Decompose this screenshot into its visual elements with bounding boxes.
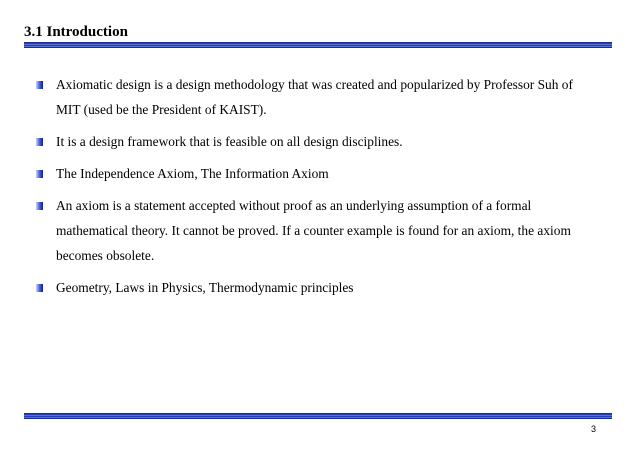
bullet-item [36,72,596,122]
bullet-marker-icon [36,284,43,292]
bullet-text: An axiom is a statement accepted without proof as an underlying assumption of a formal mathematical theory. It cannot be proved. If a counter example is found for an axiom, the axiom becomes obsolete. [56,198,571,263]
bullet-item [36,275,596,300]
bullet-marker-icon [36,81,43,89]
page-number: 3 [590,424,596,434]
bullet-marker-icon [36,138,43,146]
bullet-text: The Independence Axiom, The Information Axiom [56,166,329,181]
footer-divider [24,413,612,419]
bullet-text: Axiomatic design is a design methodology that was created and popularized by Professor Suh of MIT (used be the President of KAIST). [56,77,573,117]
bullet-item [36,193,596,268]
bullet-text: It is a design framework that is feasible on all design disciplines. [56,134,403,149]
bullet-item [36,161,596,186]
bullet-marker-icon [36,170,43,178]
bullet-item [36,129,596,154]
title-divider [24,42,612,48]
slide-title: 3.1 Introduction [24,24,128,40]
bullet-marker-icon [36,202,43,210]
bullet-list [36,72,596,307]
bullet-text: Geometry, Laws in Physics, Thermodynamic principles [56,280,354,295]
